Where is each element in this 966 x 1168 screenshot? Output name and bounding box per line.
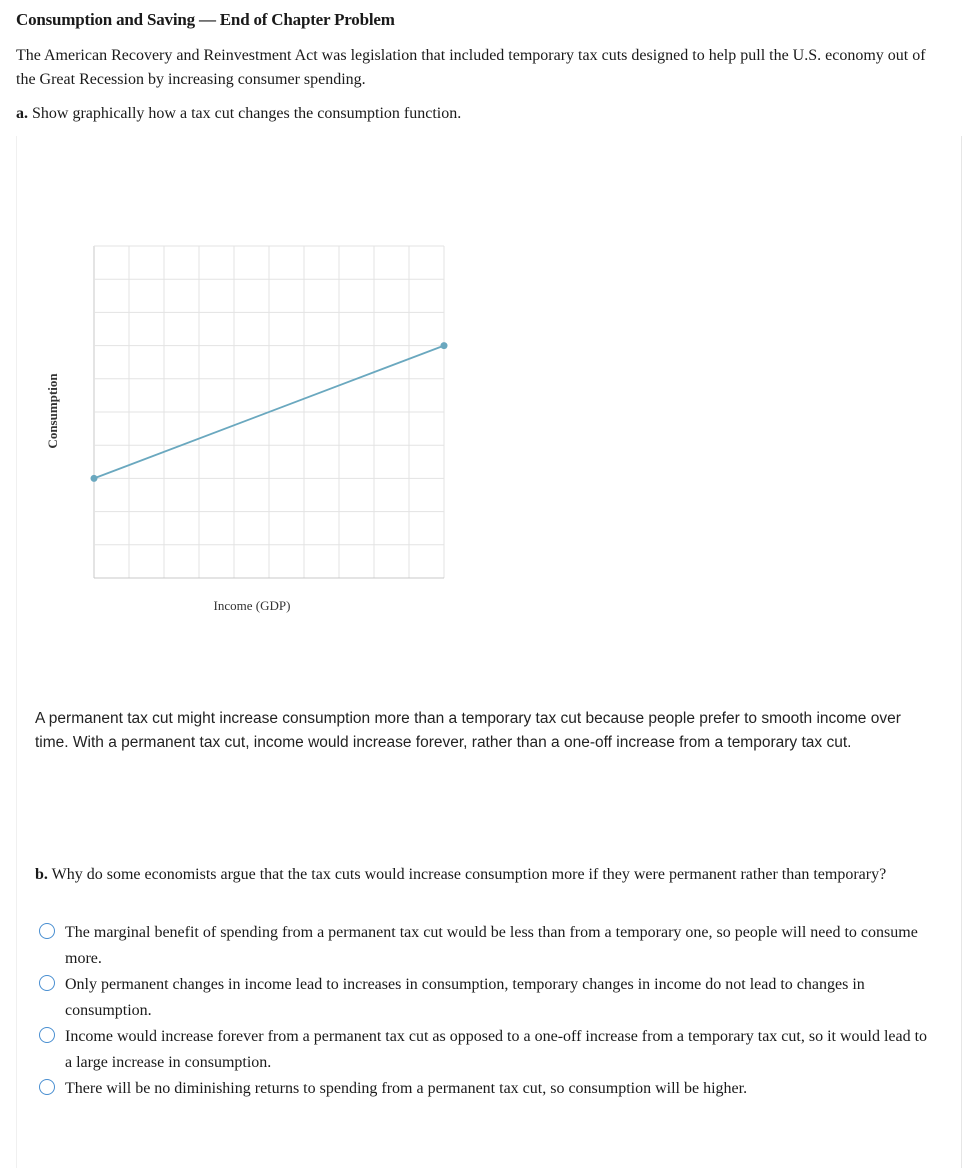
option-text: There will be no diminishing returns to spending from a permanent tax cut, so consumption will be higher. bbox=[65, 1080, 748, 1097]
page-title: Consumption and Saving — End of Chapter Problem bbox=[16, 10, 395, 29]
option-text: Only permanent changes in income lead to increases in consumption, temporary changes in income do not lead to changes in consumption. bbox=[65, 976, 865, 1019]
answer-options bbox=[39, 920, 929, 1102]
option-text: Income would increase forever from a permanent tax cut as opposed to a one-off increase from a temporary tax cut, so it would lead to a large increase in consumption. bbox=[65, 1028, 928, 1071]
y-axis-label: Consumption bbox=[45, 373, 60, 449]
answer-option-4[interactable] bbox=[39, 1076, 929, 1102]
answer-option-3[interactable] bbox=[39, 1024, 929, 1076]
answer-option-1[interactable] bbox=[39, 920, 929, 972]
consumption-graph[interactable] bbox=[17, 136, 961, 656]
option-text: The marginal benefit of spending from a permanent tax cut would be less than from a temporary one, so people will need to consume more. bbox=[65, 924, 918, 967]
part-a-text: Show graphically how a tax cut changes the consumption function. bbox=[32, 105, 462, 122]
line-endpoint-handle[interactable] bbox=[91, 475, 98, 482]
problem-intro: The American Recovery and Reinvestment Act was legislation that included temporary tax cuts designed to help pull the U.S. economy out of the Great Recession by increasing consumer spending. bbox=[16, 47, 926, 88]
part-b-text: Why do some economists argue that the tax cuts would increase consumption more if they were permanent rather than temporary? bbox=[51, 866, 887, 883]
line-endpoint-handle[interactable] bbox=[441, 342, 448, 349]
feedback-text: A permanent tax cut might increase consumption more than a temporary tax cut because people prefer to smooth income over time. With a permanent tax cut, income would increase forever, rather than a one-off increase from a temporary tax cut. bbox=[35, 710, 901, 751]
radio-button[interactable] bbox=[39, 1079, 55, 1095]
part-a-label: a. bbox=[16, 105, 28, 122]
radio-button[interactable] bbox=[39, 975, 55, 991]
radio-button[interactable] bbox=[39, 923, 55, 939]
part-b-label: b. bbox=[35, 866, 48, 883]
x-axis-label: Income (GDP) bbox=[213, 598, 291, 613]
part-a-question bbox=[16, 102, 461, 126]
radio-button[interactable] bbox=[39, 1027, 55, 1043]
answer-panel bbox=[16, 136, 962, 1168]
part-b-question bbox=[35, 860, 925, 889]
answer-option-2[interactable] bbox=[39, 972, 929, 1024]
